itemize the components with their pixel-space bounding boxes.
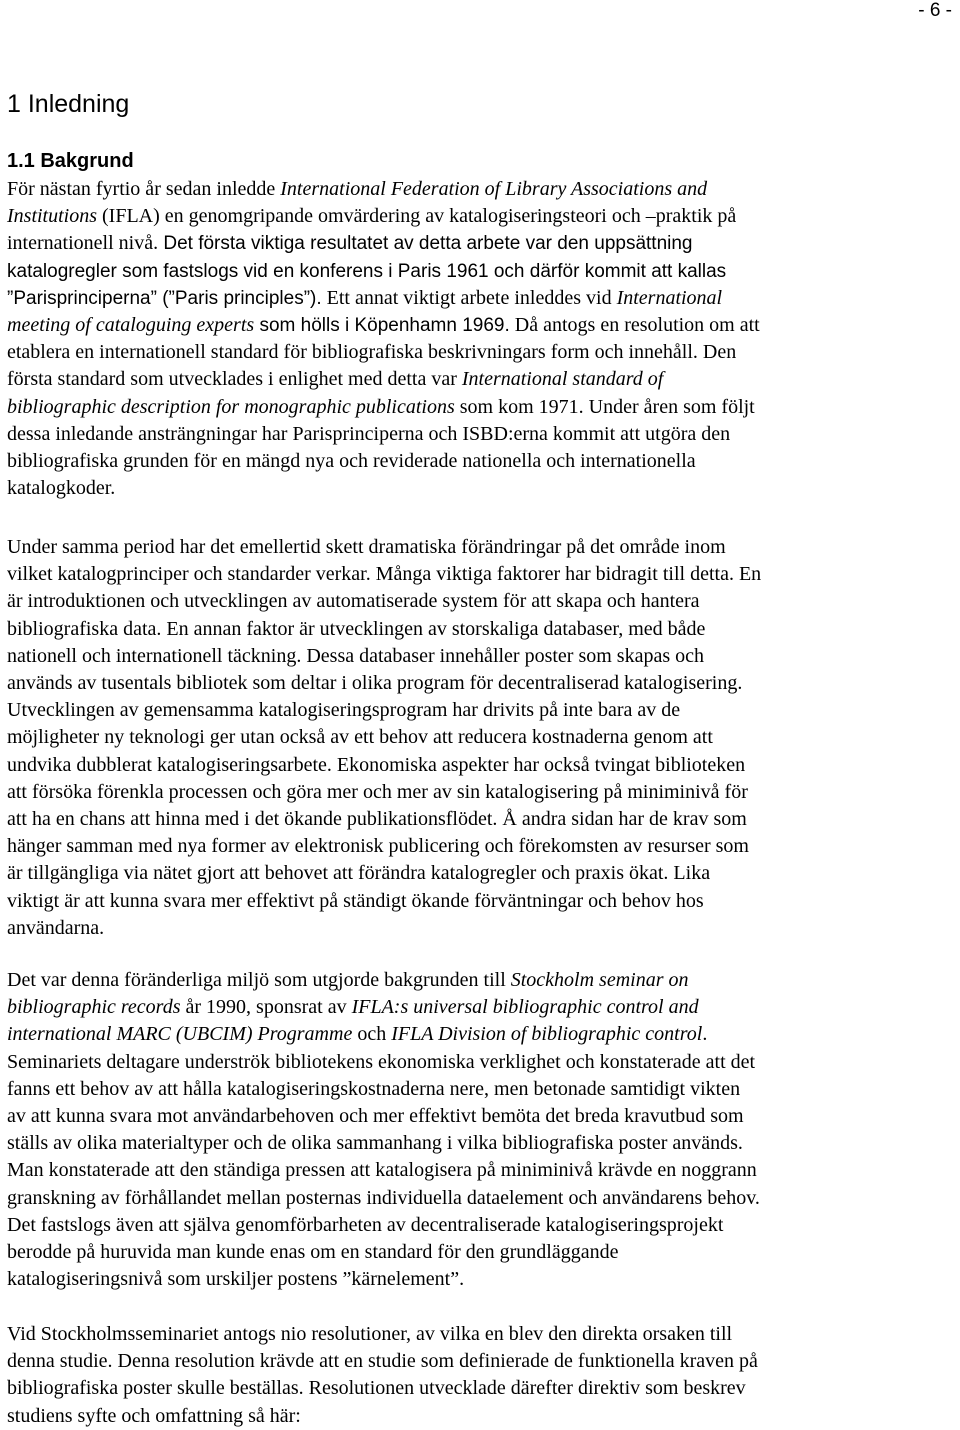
text-line: denna studie. Denna resolution krävde att en studie som definierade de funktionella kraven på — [7, 1350, 758, 1373]
text-line: nationell och internationell täckning. Dessa databaser innehåller poster som skapas och — [7, 644, 705, 667]
text-line: undvika dubblerat katalogiseringsarbete. Ekonomiska aspekter har också tvingat biblioteken — [7, 753, 746, 776]
text-line: För nästan fyrtio år sedan inledde International Federation of Library Associations and — [7, 178, 708, 200]
text-line: Institutions (IFLA) en genomgripande omvärdering av katalogiseringsteori och –praktik på — [7, 205, 737, 228]
text-line: studiens syfte och omfattning så här: — [7, 1404, 301, 1427]
text-line: fanns ett behov av att hålla katalogiseringskostnaderna nere, men betonade samtidigt vikten — [7, 1077, 741, 1100]
text-line: är tillgängliga via nätet gjort att behovet att förändra katalogregler och praxis ökat. Lika — [7, 862, 711, 885]
text-line: viktigt är att kunna svara mer effektivt på ständigt ökande förväntningar och behov hos — [7, 889, 704, 912]
chapter-title: 1 Inledning — [7, 90, 130, 118]
text-line: katalogiseringsnivå som urskiljer postens ”kärnelement”. — [7, 1268, 465, 1291]
paragraph-resolutions — [7, 1321, 957, 1430]
text-line: bibliografiska data. En annan faktor är utvecklingen av storskaliga databaser, med både — [7, 617, 706, 640]
paragraph-stockholm-seminar — [7, 967, 957, 1293]
paragraph-background — [7, 176, 957, 502]
text-line: dessa inledande ansträngningar har Parisprinciperna och ISBD:erna kommit att utgöra den — [7, 422, 731, 445]
text-line: ”Parisprinciperna” (”Paris principles”). Ett annat viktigt arbete inleddes vid International — [7, 286, 723, 309]
text-line: international MARC (UBCIM) Programme och IFLA Division of bibliographic control. — [7, 1023, 708, 1046]
text-line: bibliographic records år 1990, sponsrat av IFLA:s universal bibliographic control and — [7, 996, 699, 1019]
text-line: används av tusentals bibliotek som deltar i olika program för decentraliserad katalogisering. — [7, 672, 743, 695]
page-number: - 6 - — [918, 0, 952, 21]
text-line: att ha en chans att hinna med i det ökande publikationsflödet. Å andra sidan har de krav som — [7, 808, 747, 831]
text-line: första standard som utvecklades i enlighet med detta var International standard of — [7, 368, 664, 391]
section-title: 1.1 Bakgrund — [7, 150, 134, 172]
text-line: internationell nivå. Det första viktiga resultatet av detta arbete var den uppsättning — [7, 232, 693, 255]
text-line: bibliografiska grunden för en mängd nya och reviderade nationella och internationella — [7, 450, 696, 473]
text-line: Seminariets deltagare underströk bibliotekens ekonomiska verklighet och konstaterade att det — [7, 1050, 756, 1073]
text-line: Man konstaterade att den ständiga pressen att katalogisera på miniminivå krävde en noggrann — [7, 1159, 757, 1182]
text-line: katalogregler som fastslogs vid en konferens i Paris 1961 och därför kommit att kallas — [7, 260, 727, 282]
text-line: hänger samman med nya former av elektronisk publicering och förekomsten av resurser som — [7, 835, 749, 858]
text-line: möjligheter ny teknologi ger utan också av ett behov att reducera kostnaderna genom att — [7, 726, 713, 749]
text-line: att försöka förenkla processen och göra mer och mer av sin katalogisering på miniminivå för — [7, 780, 748, 803]
text-line: berodde på huruvida man kunde enas om en standard för den grundläggande — [7, 1241, 619, 1264]
text-line: bibliographic description for monographic publications som kom 1971. Under åren som följt — [7, 395, 755, 418]
text-line: granskning av förhållandet mellan posternas individuella dataelement och användarens behov. — [7, 1186, 760, 1209]
text-line: Det fastslogs även att själva genomförbarheten av decentraliserade katalogiseringsprojekt — [7, 1213, 724, 1236]
text-line: Under samma period har det emellertid skett dramatiska förändringar på det område inom — [7, 536, 726, 558]
paragraph-changes — [7, 534, 957, 942]
text-line: Utvecklingen av gemensamma katalogiseringsprogram har drivits på inte bara av de — [7, 699, 681, 722]
text-line: ställs av olika materialtyper och de olika sammanhang i vilka bibliografiska poster används. — [7, 1132, 743, 1155]
text-line: vilket katalogprinciper och standarder verkar. Många viktiga faktorer har bidragit till detta. En — [7, 563, 762, 586]
text-line: meeting of cataloguing experts som hölls i Köpenhamn 1969. Då antogs en resolution om att — [7, 314, 760, 337]
text-line: av att kunna svara mot användarbehoven och mer effektivt bemöta det breda kravutbud som — [7, 1105, 744, 1128]
text-line: Det var denna föränderliga miljö som utgjorde bakgrunden till Stockholm seminar on — [7, 969, 689, 991]
text-line: användarna. — [7, 916, 105, 939]
text-line: är introduktionen och utvecklingen av automatiserade system för att skapa och hantera — [7, 590, 700, 613]
text-line: etablera en internationell standard för bibliografiska beskrivningars form och innehåll. Den — [7, 341, 737, 364]
text-line: Vid Stockholmsseminariet antogs nio resolutioner, av vilka en blev den direkta orsaken till — [7, 1323, 733, 1345]
text-line: katalogkoder. — [7, 477, 116, 500]
text-line: bibliografiska poster skulle beställas. Resolutionen utvecklade därefter direktiv som beskrev — [7, 1377, 746, 1400]
